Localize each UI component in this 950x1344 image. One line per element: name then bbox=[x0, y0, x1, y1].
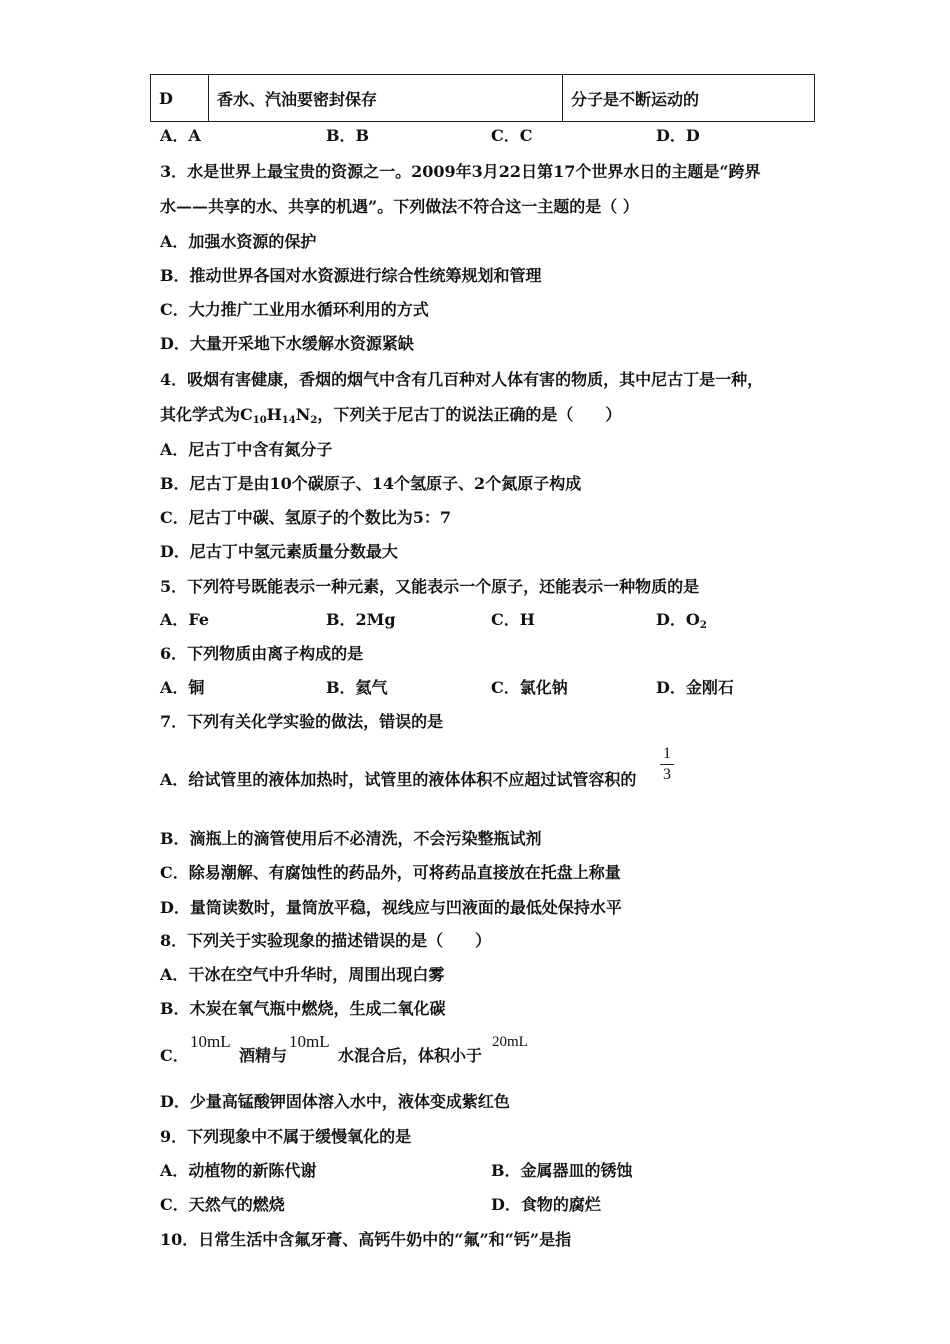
q9-option-c: C．天然气的燃烧 bbox=[160, 1195, 285, 1214]
table-cell-letter: D bbox=[151, 75, 209, 122]
q7-option-d: D．量筒读数时，量筒放平稳，视线应与凹液面的最低处保持水平 bbox=[160, 898, 622, 917]
q3-option-c: C．大力推广工业用水循环利用的方式 bbox=[160, 300, 429, 319]
q5-option-a: A．Fe bbox=[160, 610, 210, 629]
q8-option-c-text2: 水混合后，体积小于 bbox=[338, 1046, 483, 1065]
q6-option-a: A．铜 bbox=[160, 678, 205, 697]
q8-unit-10ml-a: 10mL bbox=[190, 1032, 231, 1051]
q5-option-b: B．2Mg bbox=[326, 610, 396, 629]
q9-option-b: B．金属器皿的锈蚀 bbox=[491, 1161, 633, 1180]
q6-option-d: D．金刚石 bbox=[656, 678, 734, 697]
q5-stem: 5．下列符号既能表示一种元素，又能表示一个原子，还能表示一种物质的是 bbox=[160, 577, 700, 596]
q2-option-b: B．B bbox=[326, 126, 370, 145]
q2-option-a: A．A bbox=[160, 126, 201, 145]
q10-stem: 10．日常生活中含氟牙膏、高钙牛奶中的“氟”和“钙”是指 bbox=[160, 1230, 572, 1249]
answer-table bbox=[150, 74, 815, 122]
q3-stem-line1: 3．水是世界上最宝贵的资源之一。2009年3月22日第17个世界水日的主题是“跨界 bbox=[160, 162, 761, 181]
table-row bbox=[151, 75, 815, 122]
q4-option-b: B．尼古丁是由10个碳原子、14个氢原子、2个氮原子构成 bbox=[160, 474, 582, 493]
q8-option-c-label: C． bbox=[160, 1046, 189, 1065]
nicotine-formula: $C_{10}H_{14}N_2$ bbox=[240, 405, 318, 426]
q4-option-c: C．尼古丁中碳、氢原子的个数比为5：7 bbox=[160, 508, 452, 527]
q7-option-c: C．除易潮解、有腐蚀性的药品外，可将药品直接放在托盘上称量 bbox=[160, 863, 621, 882]
q8-stem: 8．下列关于实验现象的描述错误的是（ ） bbox=[160, 931, 492, 950]
q3-stem-line2: 水——共享的水、共享的机遇”。下列做法不符合这一主题的是（ ） bbox=[160, 197, 639, 216]
q2-option-d: D．D bbox=[656, 126, 700, 145]
one-third-fraction: 1 3 bbox=[660, 745, 674, 784]
q8-unit-20ml: 20mL bbox=[492, 1034, 528, 1050]
q7-option-a: A．给试管里的液体加热时，试管里的液体体积不应超过试管容积的 bbox=[160, 770, 637, 789]
q8-option-d: D．少量高锰酸钾固体溶入水中，液体变成紫红色 bbox=[160, 1092, 510, 1111]
q4-stem-prefix: 其化学式为 bbox=[160, 405, 241, 424]
q4-stem-line1: 4．吸烟有害健康，香烟的烟气中含有几百种对人体有害的物质，其中尼古丁是一种， bbox=[160, 370, 764, 389]
q3-option-b: B．推动世界各国对水资源进行综合性统筹规划和管理 bbox=[160, 266, 542, 285]
q4-stem-suffix: ，下列关于尼古丁的说法正确的是（ ） bbox=[317, 405, 622, 424]
table-cell-example: 香水、汽油要密封保存 bbox=[209, 75, 563, 122]
q9-stem: 9．下列现象中不属于缓慢氧化的是 bbox=[160, 1127, 412, 1146]
q4-stem-line2 bbox=[160, 405, 621, 431]
q6-stem: 6．下列物质由离子构成的是 bbox=[160, 644, 364, 663]
q9-option-a: A．动植物的新陈代谢 bbox=[160, 1161, 317, 1180]
table-cell-explanation: 分子是不断运动的 bbox=[563, 75, 815, 122]
q6-option-c: C．氯化钠 bbox=[491, 678, 568, 697]
q5-option-c: C．H bbox=[491, 610, 535, 629]
q7-stem: 7．下列有关化学实验的做法，错误的是 bbox=[160, 712, 444, 731]
q5-option-d: D．$O_2$ bbox=[656, 610, 707, 631]
q4-option-d: D．尼古丁中氢元素质量分数最大 bbox=[160, 542, 398, 561]
q6-option-b: B．氦气 bbox=[326, 678, 388, 697]
q8-option-c-text1: 酒精与 bbox=[239, 1046, 288, 1065]
q2-option-c: C．C bbox=[491, 126, 533, 145]
q7-option-b: B．滴瓶上的滴管使用后不必清洗，不会污染整瓶试剂 bbox=[160, 829, 542, 848]
q9-option-d: D．食物的腐烂 bbox=[491, 1195, 601, 1214]
q8-unit-10ml-b: 10mL bbox=[289, 1032, 330, 1051]
q8-option-a: A．干冰在空气中升华时，周围出现白雾 bbox=[160, 965, 445, 984]
q3-option-d: D．大量开采地下水缓解水资源紧缺 bbox=[160, 334, 414, 353]
q4-option-a: A．尼古丁中含有氮分子 bbox=[160, 440, 333, 459]
q3-option-a: A．加强水资源的保护 bbox=[160, 232, 317, 251]
q8-option-b: B．木炭在氧气瓶中燃烧，生成二氧化碳 bbox=[160, 999, 446, 1018]
